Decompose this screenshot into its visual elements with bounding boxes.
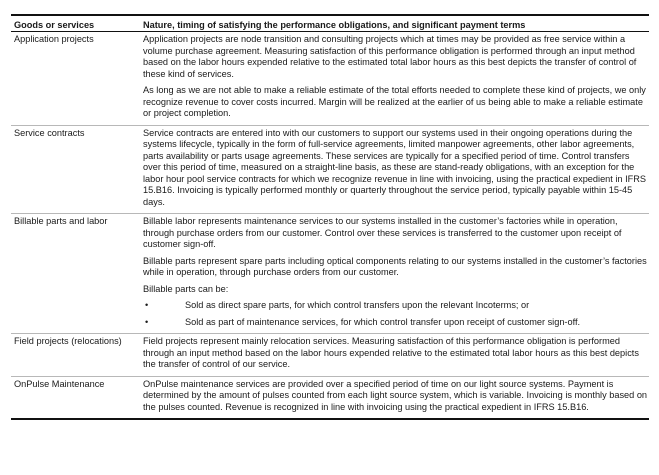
paragraph: OnPulse maintenance services are provided over a specified period of time on our light source systems. Payment is determined by the amount of pulses counted from each light source system, which is variable. Invoicing is monthly based on the pulses counted. Revenue is recognized in line with invoicing using the practical expedient in IFRS 15.B16. [143, 378, 648, 412]
row-label: Application projects [14, 34, 94, 44]
bullet-item [143, 300, 649, 312]
paragraph: Application projects are node transition and consulting projects which at times may be provided as free service within a volume purchase agreement. Measuring satisfaction of this performance obligation is performed through an input method based on the labor hours expended relative to the estimated total labor hours as this best depicts the transfer of control of these kind of services. [143, 34, 637, 79]
row-description [143, 32, 649, 125]
row-description [143, 334, 649, 376]
paragraph: Field projects represent mainly relocation services. Measuring satisfaction of this performance obligation is performed through an input method based on the labor hours expended relative to the estimated total labor hours as this best depicts the transfer of control of our service. [143, 336, 639, 369]
header-goods-or-services: Goods or services [14, 20, 95, 30]
header-nature-timing: Nature, timing of satisfying the performance obligations, and significant payment terms [143, 20, 526, 30]
performance-obligations-table [11, 14, 649, 420]
row-label: Billable parts and labor [14, 216, 108, 226]
row-description [143, 377, 649, 419]
paragraph: Billable parts represent spare parts including optical components relating to our systems installed in the customer’s factories while in operation, through purchase orders from our customer. [143, 255, 647, 277]
paragraph: Billable labor represents maintenance services to our systems installed in the customer’s factories while in operation, through purchase orders from our customer. Control over these services is transferred to the customer upon receipt of customer sign-off. [143, 216, 622, 249]
table-header [11, 16, 649, 32]
row-description [143, 126, 649, 214]
paragraph: As long as we are not able to make a reliable estimate of the total efforts needed to complete these kind of projects, we only recognize revenue to cover costs incurred. Margin will be realized at the earlier of us being able to make a reliable estimate or project completion. [143, 85, 646, 118]
bullet-text: Sold as direct spare parts, for which control transfers upon the relevant Incoterms; or [185, 300, 530, 310]
row-description [143, 214, 649, 333]
bullet-icon: • [145, 300, 149, 310]
row-label: Field projects (relocations) [14, 336, 122, 346]
table-row [11, 334, 649, 377]
paragraph: Billable parts can be: [143, 283, 229, 294]
table-row [11, 214, 649, 334]
bullet-icon: • [145, 316, 149, 327]
table-row [11, 32, 649, 126]
row-label: OnPulse Maintenance [14, 378, 105, 389]
bullet-item [143, 317, 649, 329]
bullet-text: Sold as part of maintenance services, for which control transfer upon receipt of customer sign-off. [185, 316, 581, 327]
table-row [11, 126, 649, 215]
paragraph: Service contracts are entered into with our customers to support our systems used in their ongoing operations during the systems lifecycle, typically in the form of full-service agreements, limited manpower agreements, other labor agreements, parts availability or parts usage agreements. These services are typically for a specified period of time. Control transfers over this period of time, measured on a straight-line basis, as these are stand-ready obligations, with an exception for the labor hour pool service contracts for which we recognize revenue in line with invoicing, using the practical expedient in IFRS 15.B16. Invoicing is typically performed monthly or quarterly throughout the service period, typically payable within 15-45 days. [143, 127, 647, 207]
table-row [11, 377, 649, 419]
row-label: Service contracts [14, 127, 85, 138]
